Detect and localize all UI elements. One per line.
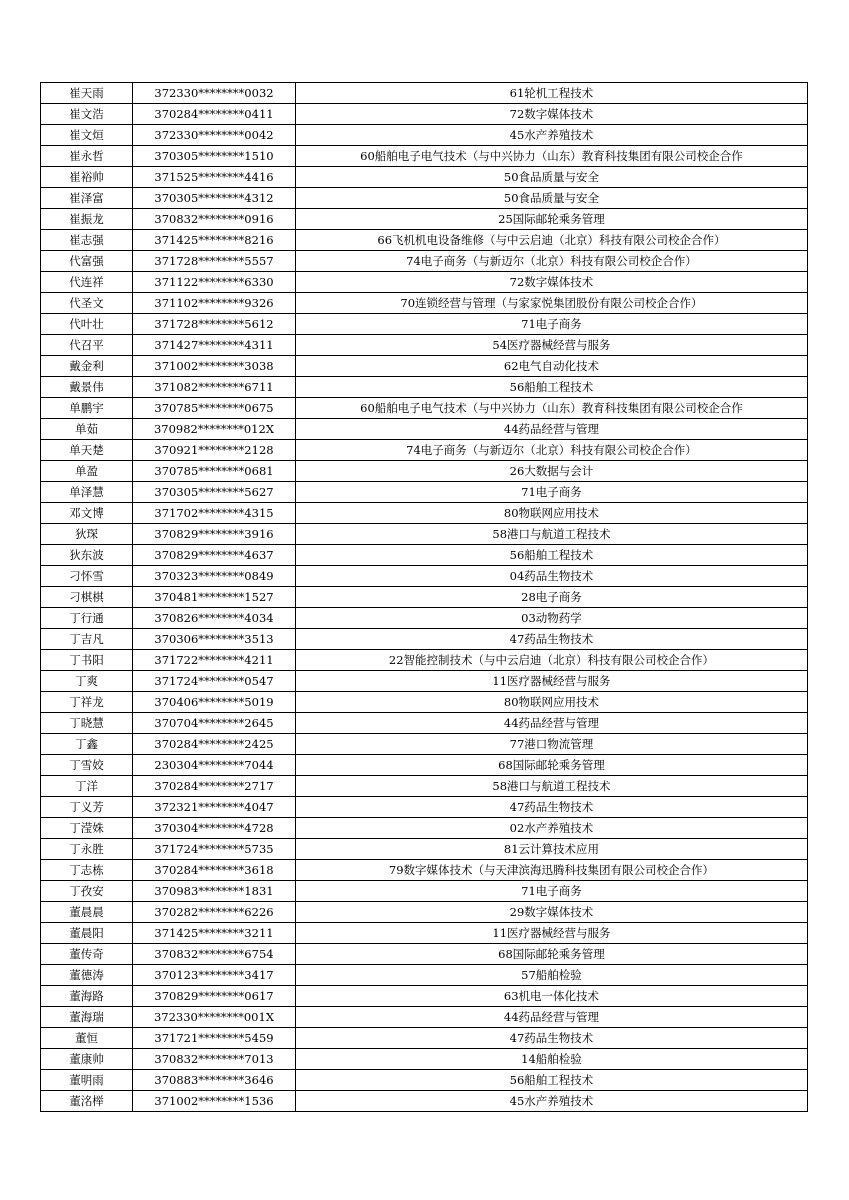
id-number-cell: 371002********1536	[133, 1091, 296, 1112]
id-number-cell: 370785********0675	[133, 398, 296, 419]
table-row	[41, 755, 808, 776]
id-number-cell: 371425********3211	[133, 923, 296, 944]
id-number-cell: 370306********3513	[133, 629, 296, 650]
major-cell: 56船舶工程技术	[296, 1070, 808, 1091]
major-cell: 81云计算技术应用	[296, 839, 808, 860]
roster-table	[40, 82, 808, 1112]
student-name-cell: 代圣文	[41, 293, 133, 314]
student-name-cell: 丁行通	[41, 608, 133, 629]
student-name-cell: 丁爽	[41, 671, 133, 692]
table-row	[41, 293, 808, 314]
student-name-cell: 单天楚	[41, 440, 133, 461]
table-row	[41, 104, 808, 125]
table-row	[41, 839, 808, 860]
table-row	[41, 860, 808, 881]
table-row	[41, 83, 808, 104]
table-row	[41, 146, 808, 167]
table-row	[41, 272, 808, 293]
major-cell: 45水产养殖技术	[296, 125, 808, 146]
student-name-cell: 丁雪姣	[41, 755, 133, 776]
major-cell: 22智能控制技术（与中云启迪（北京）科技有限公司校企合作）	[296, 650, 808, 671]
id-number-cell: 370704********2645	[133, 713, 296, 734]
major-cell: 68国际邮轮乘务管理	[296, 944, 808, 965]
major-cell: 79数字媒体技术（与天津滨海迅腾科技集团有限公司校企合作）	[296, 860, 808, 881]
id-number-cell: 370983********1831	[133, 881, 296, 902]
major-cell: 14船舶检验	[296, 1049, 808, 1070]
major-cell: 44药品经营与管理	[296, 1007, 808, 1028]
student-name-cell: 董明雨	[41, 1070, 133, 1091]
id-number-cell: 370829********4637	[133, 545, 296, 566]
table-row	[41, 587, 808, 608]
student-name-cell: 狄琛	[41, 524, 133, 545]
table-row	[41, 923, 808, 944]
student-name-cell: 董洺榉	[41, 1091, 133, 1112]
major-cell: 45水产养殖技术	[296, 1091, 808, 1112]
student-name-cell: 刁怀雪	[41, 566, 133, 587]
id-number-cell: 371525********4416	[133, 167, 296, 188]
major-cell: 66飞机机电设备维修（与中云启迪（北京）科技有限公司校企合作）	[296, 230, 808, 251]
major-cell: 26大数据与会计	[296, 461, 808, 482]
id-number-cell: 371721********5459	[133, 1028, 296, 1049]
id-number-cell: 371082********6711	[133, 377, 296, 398]
table-row	[41, 734, 808, 755]
student-name-cell: 崔文烜	[41, 125, 133, 146]
table-row	[41, 1028, 808, 1049]
id-number-cell: 370284********2717	[133, 776, 296, 797]
id-number-cell: 371702********4315	[133, 503, 296, 524]
major-cell: 61轮机工程技术	[296, 83, 808, 104]
major-cell: 11医疗器械经营与服务	[296, 671, 808, 692]
id-number-cell: 370982********012X	[133, 419, 296, 440]
student-name-cell: 丁洋	[41, 776, 133, 797]
major-cell: 47药品生物技术	[296, 797, 808, 818]
table-row	[41, 419, 808, 440]
id-number-cell: 370305********5627	[133, 482, 296, 503]
major-cell: 72数字媒体技术	[296, 272, 808, 293]
major-cell: 44药品经营与管理	[296, 713, 808, 734]
major-cell: 62电气自动化技术	[296, 356, 808, 377]
table-row	[41, 398, 808, 419]
id-number-cell: 370406********5019	[133, 692, 296, 713]
student-name-cell: 崔裕帅	[41, 167, 133, 188]
id-number-cell: 370284********3618	[133, 860, 296, 881]
id-number-cell: 372321********4047	[133, 797, 296, 818]
table-row	[41, 209, 808, 230]
major-cell: 71电子商务	[296, 314, 808, 335]
major-cell: 58港口与航道工程技术	[296, 776, 808, 797]
table-row	[41, 713, 808, 734]
major-cell: 50食品质量与安全	[296, 188, 808, 209]
major-cell: 72数字媒体技术	[296, 104, 808, 125]
id-number-cell: 370826********4034	[133, 608, 296, 629]
major-cell: 02水产养殖技术	[296, 818, 808, 839]
id-number-cell: 370304********4728	[133, 818, 296, 839]
major-cell: 29数字媒体技术	[296, 902, 808, 923]
table-row	[41, 566, 808, 587]
id-number-cell: 370785********0681	[133, 461, 296, 482]
table-row	[41, 545, 808, 566]
table-row	[41, 356, 808, 377]
id-number-cell: 370284********2425	[133, 734, 296, 755]
student-name-cell: 丁书阳	[41, 650, 133, 671]
id-number-cell: 371728********5557	[133, 251, 296, 272]
table-row	[41, 818, 808, 839]
id-number-cell: 371728********5612	[133, 314, 296, 335]
student-name-cell: 丁义芳	[41, 797, 133, 818]
student-name-cell: 董晨阳	[41, 923, 133, 944]
id-number-cell: 372330********0032	[133, 83, 296, 104]
id-number-cell: 370832********6754	[133, 944, 296, 965]
student-name-cell: 丁祥龙	[41, 692, 133, 713]
id-number-cell: 370883********3646	[133, 1070, 296, 1091]
table-row	[41, 167, 808, 188]
major-cell: 03动物药学	[296, 608, 808, 629]
student-name-cell: 代召平	[41, 335, 133, 356]
major-cell: 60船舶电子电气技术（与中兴协力（山东）教育科技集团有限公司校企合作	[296, 398, 808, 419]
student-name-cell: 丁晓慧	[41, 713, 133, 734]
student-name-cell: 代富强	[41, 251, 133, 272]
table-row	[41, 482, 808, 503]
major-cell: 57船舶检验	[296, 965, 808, 986]
student-name-cell: 董恒	[41, 1028, 133, 1049]
student-name-cell: 戴景伟	[41, 377, 133, 398]
student-name-cell: 丁滢姝	[41, 818, 133, 839]
id-number-cell: 370921********2128	[133, 440, 296, 461]
table-row	[41, 608, 808, 629]
major-cell: 58港口与航道工程技术	[296, 524, 808, 545]
major-cell: 50食品质量与安全	[296, 167, 808, 188]
major-cell: 04药品生物技术	[296, 566, 808, 587]
student-name-cell: 代连祥	[41, 272, 133, 293]
student-name-cell: 崔振龙	[41, 209, 133, 230]
table-row	[41, 188, 808, 209]
id-number-cell: 371122********6330	[133, 272, 296, 293]
student-name-cell: 丁吉凡	[41, 629, 133, 650]
student-name-cell: 丁永胜	[41, 839, 133, 860]
id-number-cell: 371724********5735	[133, 839, 296, 860]
id-number-cell: 370123********3417	[133, 965, 296, 986]
major-cell: 54医疗器械经营与服务	[296, 335, 808, 356]
student-name-cell: 单鹏宇	[41, 398, 133, 419]
table-row	[41, 671, 808, 692]
roster-table-body	[41, 83, 808, 1112]
student-name-cell: 丁孜安	[41, 881, 133, 902]
student-name-cell: 丁鑫	[41, 734, 133, 755]
major-cell: 60船舶电子电气技术（与中兴协力（山东）教育科技集团有限公司校企合作	[296, 146, 808, 167]
id-number-cell: 371724********0547	[133, 671, 296, 692]
major-cell: 71电子商务	[296, 881, 808, 902]
major-cell: 28电子商务	[296, 587, 808, 608]
student-name-cell: 崔文浩	[41, 104, 133, 125]
table-row	[41, 881, 808, 902]
id-number-cell: 370829********0617	[133, 986, 296, 1007]
id-number-cell: 371427********4311	[133, 335, 296, 356]
student-name-cell: 董康帅	[41, 1049, 133, 1070]
student-name-cell: 崔永哲	[41, 146, 133, 167]
table-row	[41, 650, 808, 671]
student-name-cell: 狄东波	[41, 545, 133, 566]
major-cell: 47药品生物技术	[296, 629, 808, 650]
table-row	[41, 440, 808, 461]
major-cell: 70连锁经营与管理（与家家悦集团股份有限公司校企合作）	[296, 293, 808, 314]
student-name-cell: 单茹	[41, 419, 133, 440]
id-number-cell: 371722********4211	[133, 650, 296, 671]
id-number-cell: 372330********0042	[133, 125, 296, 146]
major-cell: 77港口物流管理	[296, 734, 808, 755]
table-row	[41, 692, 808, 713]
id-number-cell: 372330********001X	[133, 1007, 296, 1028]
table-row	[41, 314, 808, 335]
id-number-cell: 370323********0849	[133, 566, 296, 587]
id-number-cell: 370481********1527	[133, 587, 296, 608]
id-number-cell: 370305********1510	[133, 146, 296, 167]
table-row	[41, 797, 808, 818]
student-name-cell: 丁志栋	[41, 860, 133, 881]
table-row	[41, 251, 808, 272]
student-name-cell: 刁棋棋	[41, 587, 133, 608]
major-cell: 74电子商务（与新迈尔（北京）科技有限公司校企合作）	[296, 440, 808, 461]
id-number-cell: 370305********4312	[133, 188, 296, 209]
table-row	[41, 335, 808, 356]
id-number-cell: 370832********7013	[133, 1049, 296, 1070]
student-name-cell: 董海路	[41, 986, 133, 1007]
major-cell: 47药品生物技术	[296, 1028, 808, 1049]
student-name-cell: 单泽慧	[41, 482, 133, 503]
id-number-cell: 230304********7044	[133, 755, 296, 776]
table-row	[41, 965, 808, 986]
student-name-cell: 崔志强	[41, 230, 133, 251]
student-name-cell: 董晨晨	[41, 902, 133, 923]
id-number-cell: 370282********6226	[133, 902, 296, 923]
major-cell: 71电子商务	[296, 482, 808, 503]
table-row	[41, 986, 808, 1007]
student-name-cell: 董海瑞	[41, 1007, 133, 1028]
major-cell: 74电子商务（与新迈尔（北京）科技有限公司校企合作）	[296, 251, 808, 272]
id-number-cell: 370832********0916	[133, 209, 296, 230]
table-row	[41, 944, 808, 965]
id-number-cell: 370284********0411	[133, 104, 296, 125]
table-row	[41, 1049, 808, 1070]
table-row	[41, 902, 808, 923]
major-cell: 56船舶工程技术	[296, 545, 808, 566]
table-row	[41, 1091, 808, 1112]
table-row	[41, 1007, 808, 1028]
major-cell: 80物联网应用技术	[296, 692, 808, 713]
student-name-cell: 董德涛	[41, 965, 133, 986]
student-name-cell: 董传奇	[41, 944, 133, 965]
table-row	[41, 230, 808, 251]
table-row	[41, 776, 808, 797]
id-number-cell: 371102********9326	[133, 293, 296, 314]
id-number-cell: 371425********8216	[133, 230, 296, 251]
student-name-cell: 代叶壮	[41, 314, 133, 335]
table-row	[41, 629, 808, 650]
student-name-cell: 崔泽富	[41, 188, 133, 209]
id-number-cell: 370829********3916	[133, 524, 296, 545]
id-number-cell: 371002********3038	[133, 356, 296, 377]
major-cell: 68国际邮轮乘务管理	[296, 755, 808, 776]
table-row	[41, 461, 808, 482]
major-cell: 44药品经营与管理	[296, 419, 808, 440]
student-name-cell: 邓文博	[41, 503, 133, 524]
student-name-cell: 戴金利	[41, 356, 133, 377]
major-cell: 56船舶工程技术	[296, 377, 808, 398]
major-cell: 25国际邮轮乘务管理	[296, 209, 808, 230]
major-cell: 80物联网应用技术	[296, 503, 808, 524]
table-row	[41, 125, 808, 146]
major-cell: 11医疗器械经营与服务	[296, 923, 808, 944]
student-name-cell: 崔天雨	[41, 83, 133, 104]
major-cell: 63机电一体化技术	[296, 986, 808, 1007]
student-name-cell: 单盈	[41, 461, 133, 482]
table-row	[41, 503, 808, 524]
table-row	[41, 377, 808, 398]
table-row	[41, 1070, 808, 1091]
table-row	[41, 524, 808, 545]
